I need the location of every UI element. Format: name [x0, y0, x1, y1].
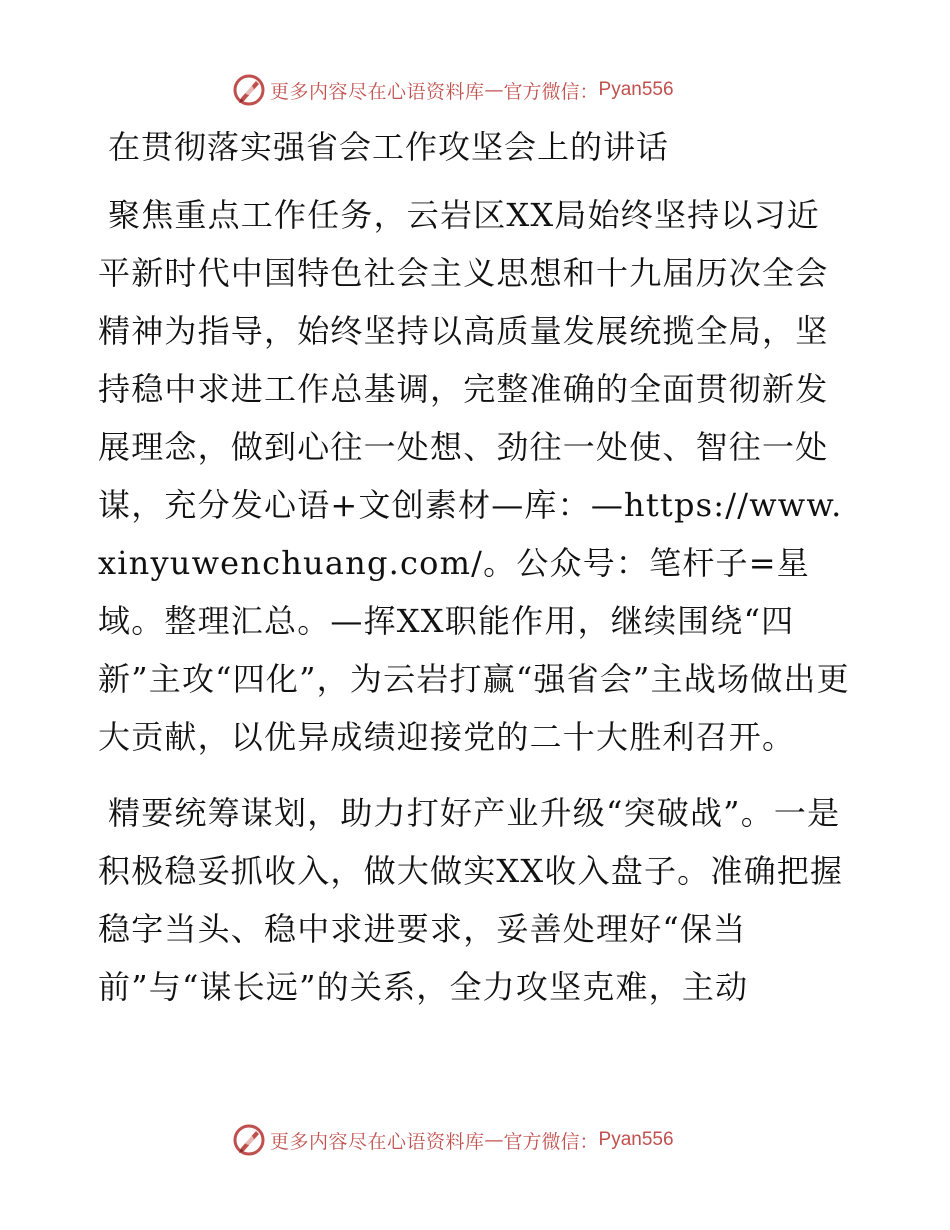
document-body — [98, 118, 850, 1016]
banner-text: 更多内容尽在心语资料库 — [270, 80, 485, 103]
banner-wechat-id: Pyan556 — [598, 1129, 674, 1150]
banner-text: 更多内容尽在心语资料库 — [270, 1130, 485, 1153]
pen-logo-icon — [232, 1123, 266, 1157]
banner-separator: — — [484, 1129, 504, 1151]
footer-banner — [232, 1122, 732, 1158]
banner-separator: — — [484, 79, 504, 101]
banner-wechat-id: Pyan556 — [598, 79, 674, 100]
paragraph: 聚焦重点工作任务，云岩区XX局始终坚持以习近平新时代中国特色社会主义思想和十九届历次全会精神为指导，始终坚持以高质量发展统揽全局，坚持稳中求进工作总基调，完整准确的全面贯彻新发展理念，做到心往一处想、劲往一处使、智往一处谋，充分发心语+文创素材—库：—https://www.xinyuwenchuang.com/。公众号：笔杆子=星域。整理汇总。—挥XX职能作用，继续围绕“四新”主攻“四化”，为云岩打赢“强省会”主战场做出更大贡献，以优异成绩迎接党的二十大胜利召开。 — [98, 196, 850, 756]
paragraph: 精要统筹谋划，助力打好产业升级“突破战”。一是积极稳妥抓收入，做大做实XX收入盘子。准确把握稳字当头、稳中求进要求，妥善处理好“保当前”与“谋长远”的关系，全力攻坚克难，主动 — [98, 794, 844, 1006]
pen-logo-icon — [232, 73, 266, 107]
banner-label: 官方微信： — [503, 80, 599, 103]
header-banner — [232, 72, 732, 108]
document-title: 在贯彻落实强省会工作攻坚会上的讲话 — [108, 128, 670, 166]
banner-label: 官方微信： — [503, 1130, 599, 1153]
